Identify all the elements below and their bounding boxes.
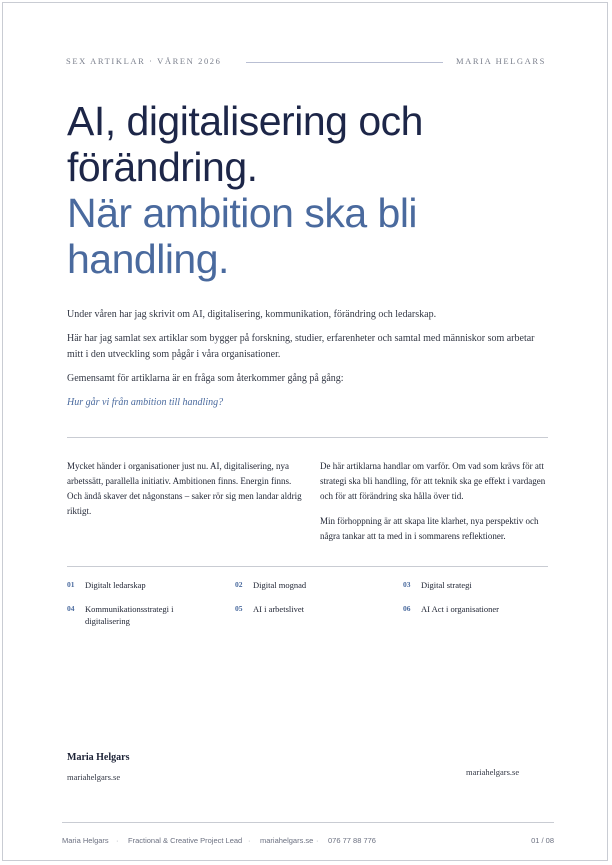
article-number: 05 <box>235 604 243 613</box>
article-title: AI Act i organisationer <box>421 604 499 614</box>
page-header <box>66 56 546 68</box>
page-number: 01 / 08 <box>531 836 554 845</box>
signature-name: Maria Helgars <box>67 752 130 763</box>
footer-separator: · <box>116 836 119 845</box>
title-line-1: AI, digitalisering och förändring. <box>67 98 423 190</box>
article-title: Digital mognad <box>253 580 307 590</box>
divider-top <box>67 437 548 438</box>
header-author: MARIA HELGARS <box>456 56 546 66</box>
footer-phone: 076 77 88 776 <box>328 836 376 845</box>
article-title: Digitalt ledarskap <box>85 580 146 590</box>
series-kicker: SEX ARTIKLAR · VÅREN 2026 <box>66 56 222 66</box>
page-title <box>67 98 547 282</box>
article-title: Digital strategi <box>421 580 472 590</box>
title-line-2: När ambition ska bli handling. <box>67 190 418 282</box>
article-title: AI i arbetslivet <box>253 604 304 614</box>
footer-separator: · <box>248 836 251 845</box>
footer-role: Fractional & Creative Project Lead <box>128 836 243 845</box>
footer-site[interactable]: mariahelgars.se <box>260 836 314 845</box>
footer-name: Maria Helgars <box>62 836 109 845</box>
article-title: Kommunikationsstrategi i digitalisering <box>85 604 174 626</box>
left-column <box>67 459 305 529</box>
right-paragraph-2: Min förhoppning är att skapa lite klarhet, nya perspektiv och några tankar att ta med in i sommarens reflektioner. <box>320 516 539 541</box>
article-number: 01 <box>67 580 75 589</box>
article-number: 06 <box>403 604 411 613</box>
signature-url[interactable]: mariahelgars.se <box>67 772 121 782</box>
article-number: 04 <box>67 604 75 613</box>
intro-section <box>67 307 549 419</box>
article-number: 03 <box>403 580 411 589</box>
footer-separator: · <box>316 836 319 845</box>
article-number: 02 <box>235 580 243 589</box>
intro-paragraph-2: Här har jag samlat sex artiklar som bygger på forskning, studier, erfarenheter och samtal med människor som arbetar mitt i den utveckling som pågår i våra organisationer. <box>67 333 535 360</box>
header-divider <box>246 62 443 63</box>
signature-url-right[interactable]: mariahelgars.se <box>466 767 520 777</box>
intro-paragraph-3: Gemensamt för artiklarna är en fråga som återkommer gång på gång: <box>67 373 344 384</box>
divider-middle <box>67 566 548 567</box>
right-paragraph-1: De här artiklarna handlar om varför. Om vad som krävs för att strategi ska bli handling, för att teknik ska ge effekt i vardagen och för att förändring ska hålla över tid. <box>320 461 546 501</box>
intro-question: Hur går vi från ambition till handling? <box>67 397 224 408</box>
intro-paragraph-1: Under våren har jag skrivit om AI, digitalisering, kommunikation, förändring och ledarskap. <box>67 309 437 320</box>
divider-footer <box>62 822 554 823</box>
left-paragraph: Mycket händer i organisationer just nu. AI, digitalisering, nya arbetssätt, parallella initiativ. Ambitionen finns. Energin finns. Och ändå skaver det någonstans – saker rör sig men landar aldrig riktigt. <box>67 461 302 516</box>
right-column <box>320 459 550 554</box>
